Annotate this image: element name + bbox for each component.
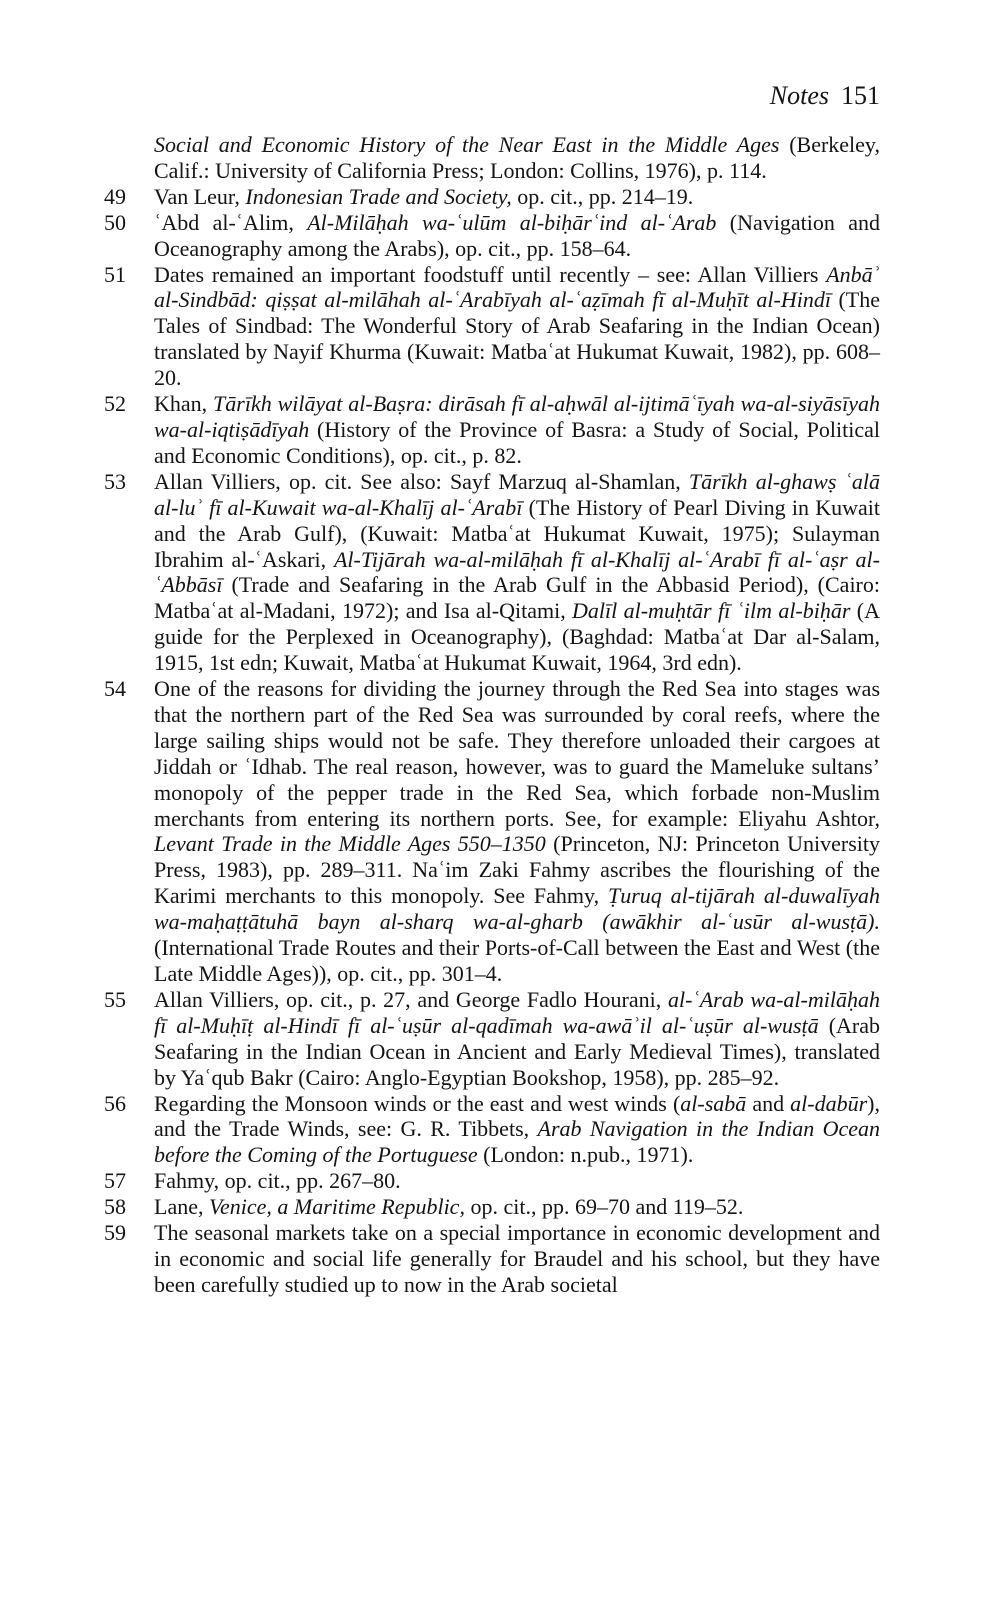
note-text bbox=[154, 210, 880, 262]
note-text-segment: (Princeton, NJ: Princeton University Press, 1983), pp. 289–311. Naʿim Zaki Fahmy ascribes the flourishing of the Karimi merchants to this monopoly. See Fahmy, bbox=[154, 831, 880, 909]
note-text-segment: (The Tales of Sindbad: The Wonderful Story of Arab Seafaring in the Indian Ocean) translated by Nayif Khurma (Kuwait: Matbaʿat Hukumat Kuwait, 1982), pp. 608–20. bbox=[154, 287, 880, 391]
note-text-segment: The seasonal markets take on a special importance in economic development and in economic and social life generally for Braudel and his school, but they have been carefully studied up to now in the Arab societal bbox=[154, 1220, 880, 1297]
note-59 bbox=[104, 1220, 880, 1298]
note-text bbox=[154, 262, 880, 392]
note-italic-title: Tārīkh al-ghawṣ ʿalā al-luʾ fī al-Kuwait wa-al-Khalīj al-ʿArabī bbox=[154, 468, 880, 520]
note-text-segment: Lane, bbox=[154, 1194, 209, 1220]
note-number: 53 bbox=[104, 468, 126, 494]
note-italic-title: Al-Milāḥah wa-ʿulūm al-biḥārʿind al-ʿArab bbox=[307, 209, 717, 235]
note-text-segment: (The History of Pearl Diving in Kuwait and the Arab Gulf), (Kuwait: Matbaʿat Hukumat Kuwait, 1975); Sulayman Ibrahim al-ʿAskari, bbox=[154, 494, 880, 572]
note-italic-title: al-ʿArab wa-al-milāḥah fī al-Muḥīṭ al-Hindī fī al-ʿuṣūr al-qadīmah wa-awāʾil al-ʿuṣūr al-wusṭā bbox=[154, 986, 880, 1038]
note-text bbox=[154, 469, 880, 676]
note-text-segment: (London: n.pub., 1971). bbox=[477, 1142, 694, 1168]
notes-list bbox=[104, 132, 880, 1298]
note-text bbox=[154, 184, 880, 210]
note-italic-title: Arab Navigation in the Indian Ocean before the Coming of the Portuguese bbox=[154, 1116, 880, 1168]
note-text bbox=[154, 1220, 880, 1298]
note-text-segment: Allan Villiers, op. cit., p. 27, and George Fadlo Hourani, bbox=[154, 986, 668, 1012]
continuation-text: (Berkeley, Calif.: University of California Press; London: Collins, 1976), p. 114. bbox=[154, 132, 880, 183]
note-text-segment: Regarding the Monsoon winds or the east and west winds ( bbox=[154, 1090, 681, 1116]
note-50 bbox=[104, 210, 880, 262]
note-number: 51 bbox=[104, 261, 126, 287]
note-53 bbox=[104, 469, 880, 676]
note-italic-title: Ṭuruq al-tijārah al-duwalīyah wa-maḥaṭṭātuhā bayn al-sharq wa-al-gharb (awākhir al-ʿusūr al-wusṭā). bbox=[154, 883, 880, 935]
note-text-segment: Allan Villiers, op. cit. See also: Sayf Marzuq al-Shamlan, bbox=[154, 468, 689, 494]
note-italic-title: Anbāʾ al-Sindbād: qiṣṣat al-milāhah al-ʿArabīyah al-ʿaẓīmah fī al-Muḥīt al-Hindī bbox=[154, 261, 880, 313]
note-number: 57 bbox=[104, 1168, 126, 1194]
notes-container bbox=[104, 184, 880, 1298]
note-number: 55 bbox=[104, 986, 126, 1012]
page-number: 151 bbox=[841, 81, 880, 110]
note-number: 50 bbox=[104, 209, 126, 235]
note-text bbox=[154, 1168, 880, 1194]
note-text-segment: Van Leur, bbox=[154, 183, 246, 209]
note-text-segment: and bbox=[746, 1090, 791, 1116]
note-54 bbox=[104, 676, 880, 987]
note-continuation bbox=[104, 132, 880, 184]
note-text bbox=[154, 391, 880, 469]
note-52 bbox=[104, 391, 880, 469]
note-text-segment: (Arab Seafaring in the Indian Ocean in Ancient and Early Medieval Times), translated by Yaʿqub Bakr (Cairo: Anglo-Egyptian Bookshop, 1958), pp. 285–92. bbox=[154, 1012, 880, 1090]
note-49 bbox=[104, 184, 880, 210]
note-text-segment: op. cit., pp. 214–19. bbox=[511, 183, 694, 209]
note-text-segment: (History of the Province of Basra: a Study of Social, Political and Economic Conditions), op. cit., p. 82. bbox=[154, 416, 880, 468]
note-text bbox=[154, 1194, 880, 1220]
note-italic-title: al-sabā bbox=[680, 1090, 747, 1116]
note-text bbox=[154, 676, 880, 987]
note-number: 59 bbox=[104, 1220, 126, 1246]
note-text bbox=[154, 987, 880, 1091]
note-italic-title: Al-Tijārah wa-al-milāḥah fī al-Khalīj al-ʿArabī fī al-ʿaṣr al-ʿAbbāsī bbox=[154, 546, 880, 598]
note-italic-title: Levant Trade in the Middle Ages 550–1350 bbox=[154, 831, 546, 857]
note-text-segment: One of the reasons for dividing the journey through the Red Sea into stages was that the northern part of the Red Sea was surrounded by coral reefs, where the large sailing ships would not be safe. They therefore unloaded their cargoes at Jiddah or ʿIdhab. The real reason, however, was to guard the Mameluke sultans’ monopoly of the pepper trade in the Red Sea, which forbade non-Muslim merchants from entering its northern ports. See, for example: Eliyahu Ashtor, bbox=[154, 676, 880, 831]
note-51 bbox=[104, 262, 880, 392]
note-italic-title: Tārīkh wilāyat al-Baṣra: dirāsah fī al-aḥwāl al-ijtimāʿīyah wa-al-siyāsīyah wa-al-iqtiṣādīyah bbox=[154, 391, 880, 442]
note-text-segment: (Trade and Seafaring in the Arab Gulf in the Abbasid Period), (Cairo: Matbaʿat al-Madani, 1972); and Isa al-Qitami, bbox=[154, 572, 880, 624]
note-text-segment: (A guide for the Perplexed in Oceanography), (Baghdad: Matbaʿat Dar al-Salam, 1915, 1st edn; Kuwait, Matbaʿat Hukumat Kuwait, 1964, 3rd edn). bbox=[154, 598, 880, 676]
note-58 bbox=[104, 1194, 880, 1220]
note-text-segment: (International Trade Routes and their Ports-of-Call between the East and West (the Late Middle Ages)), op. cit., pp. 301–4. bbox=[154, 935, 880, 986]
note-italic-title: Venice, a Maritime Republic, bbox=[208, 1194, 465, 1220]
continuation-title: Social and Economic History of the Near East in the Middle Ages bbox=[154, 132, 780, 157]
note-text-segment: op. cit., pp. 69–70 and 119–52. bbox=[464, 1194, 744, 1220]
note-57 bbox=[104, 1168, 880, 1194]
note-number: 49 bbox=[104, 183, 126, 209]
note-number: 58 bbox=[104, 1194, 126, 1220]
note-text bbox=[154, 1091, 880, 1169]
note-text-segment: ʿAbd al-ʿAlim, bbox=[154, 209, 308, 235]
note-56 bbox=[104, 1091, 880, 1169]
note-55 bbox=[104, 987, 880, 1091]
note-text-segment: Dates remained an important foodstuff until recently – see: Allan Villiers bbox=[154, 261, 827, 287]
note-text-segment: ), and the Trade Winds, see: G. R. Tibbets, bbox=[154, 1090, 880, 1142]
section-title: Notes bbox=[769, 81, 829, 110]
note-italic-title: Dalīl al-muḥtār fī ʿilm al-biḥār bbox=[572, 598, 851, 624]
note-number: 52 bbox=[104, 391, 126, 417]
note-italic-title: al-dabūr bbox=[790, 1090, 868, 1116]
note-text-segment: (Navigation and Oceanography among the Arabs), op. cit., pp. 158–64. bbox=[154, 209, 880, 261]
running-header bbox=[700, 80, 880, 112]
note-text-segment: Khan, bbox=[154, 391, 214, 417]
note-text-segment: Fahmy, op. cit., pp. 267–80. bbox=[154, 1168, 401, 1194]
note-number: 56 bbox=[104, 1090, 126, 1116]
note-italic-title: Indonesian Trade and Society, bbox=[245, 183, 512, 209]
note-number: 54 bbox=[104, 676, 126, 702]
